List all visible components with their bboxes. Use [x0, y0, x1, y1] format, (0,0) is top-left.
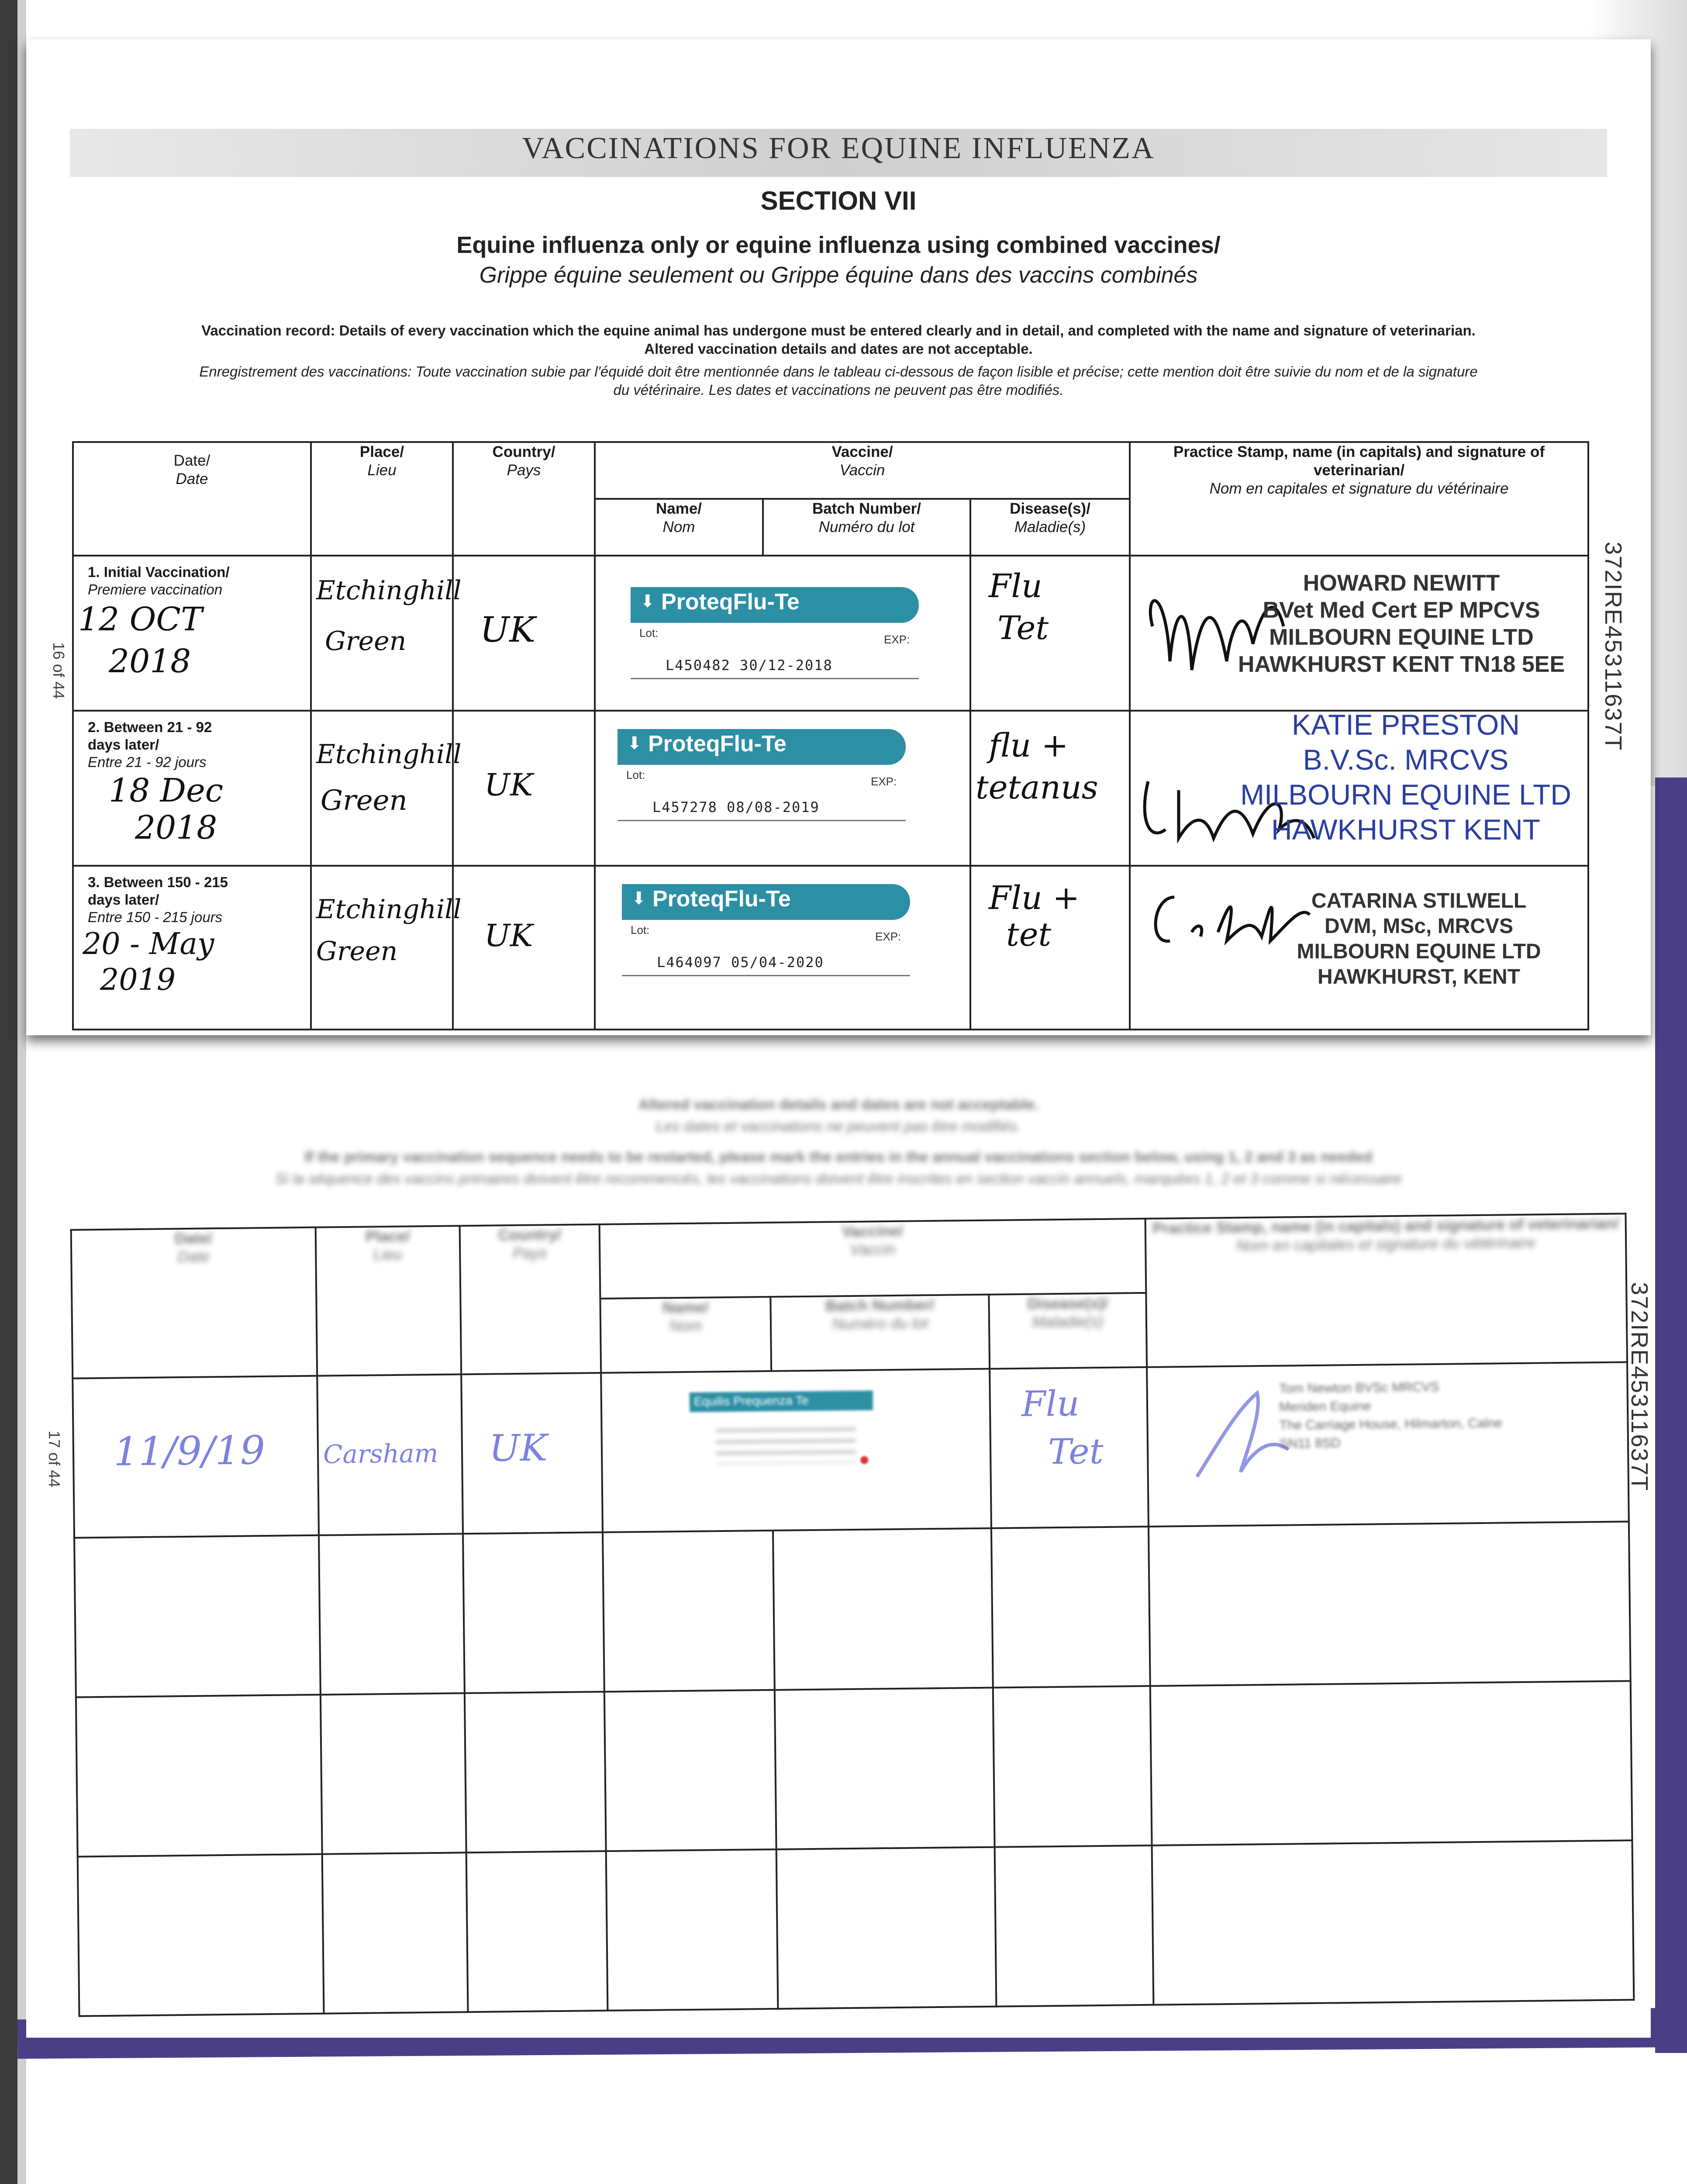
instruction-fr-2: du vétérinaire. Les dates et vaccinations ne peuvent pas être modifiés.: [613, 382, 1064, 398]
col-disease-header: Disease(s)/ Maladie(s): [989, 1293, 1147, 1369]
entry-country-cell: [461, 1373, 603, 1534]
table-row-empty: [74, 1521, 1631, 1697]
row3-stamp-cell: [1130, 866, 1588, 1030]
row2-disease-cell: flu + tetanus: [970, 711, 1130, 866]
col-place-header: Place/ Lieu: [311, 442, 453, 556]
subtitle-en: Equine influenza only or equine influenza using combined vaccines/: [456, 232, 1221, 258]
row2-date-cell: 2. Between 21 - 92 days later/ Entre 21 - 92 jours 18 Dec 2018: [73, 711, 311, 866]
col-stamp-header: Practice Stamp, name (in capitals) and signature of veterinarian/ Nom en capitales et signature du vétérinaire: [1145, 1213, 1628, 1367]
batch-number: L450482 30/12-2018: [666, 657, 833, 674]
passport-id-vertical: 372IRE45311637T: [1626, 1282, 1653, 1492]
col-stamp-header: Practice Stamp, name (in capitals) and signature of veterinarian/ Nom en capitales et signature du vétérinaire: [1130, 442, 1588, 556]
table-row: [73, 866, 1588, 1030]
instruction-en-2: Altered vaccination details and dates are not acceptable.: [644, 341, 1033, 357]
page-number: 16 of 44: [50, 642, 68, 699]
table-row: [73, 556, 1588, 711]
row1-date-year: 2018: [109, 643, 191, 680]
table-row: [73, 711, 1588, 866]
annual-vaccination-table: [70, 1213, 1635, 2017]
vaccine-sticker-batch: [716, 1419, 856, 1464]
row3-place-cell: Etchinghill Green: [311, 866, 453, 1030]
vaccine-sticker: ⬇ ProteqFlu-Te Lot: EXP: L450482 30/12-2018: [631, 578, 928, 690]
entry-country: UK: [489, 1426, 548, 1470]
col-name-header: Name/ Nom: [600, 1297, 771, 1373]
blurred-heading-1: Altered vaccination details and dates are not acceptable.: [638, 1096, 1039, 1113]
entry-disease-2: Tet: [1048, 1431, 1104, 1472]
col-vaccine-header: Vaccine/ Vaccin: [600, 1219, 1146, 1299]
row1-date-cell: 1. Initial Vaccination/ Premiere vaccination 12 OCT 2018: [73, 556, 311, 711]
sticker-red-dot: [860, 1456, 868, 1464]
page-title: VACCINATIONS FOR EQUINE INFLUENZA: [522, 131, 1155, 165]
page-17: [26, 1024, 1651, 2038]
entry-stamp-cell: [1147, 1362, 1629, 1526]
entry-date-cell: [72, 1376, 319, 1538]
drop-icon: ⬇: [627, 734, 642, 753]
col-batch-header: Batch Number/ Numéro du lot: [770, 1295, 990, 1371]
col-country-header: Country/ Pays: [453, 442, 595, 556]
vet-stamp: CATARINA STILWELL DVM, MSc, MRCVS MILBOURN EQUINE LTD HAWKHURST, KENT: [1297, 889, 1541, 988]
row1-place-cell: Etchinghill Green: [311, 556, 453, 711]
blurred-heading-4: Si la séquence des vaccins primaires doivent être recommencés, les vaccinations doivent être inscrites en section vaccin annuels, marquées 1, 2 et 3 comme si nécessaire: [275, 1171, 1402, 1187]
batch-number: L464097 05/04-2020: [657, 954, 824, 971]
blurred-heading-2: Les dates et vaccinations ne peuvent pas être modifiés.: [655, 1118, 1021, 1135]
passport-cover-right: [1655, 778, 1687, 2053]
table-row: [72, 1362, 1629, 1538]
book-binding-edge: [17, 0, 26, 2184]
passport-id-vertical: 372IRE45311637T: [1600, 542, 1626, 751]
subtitle-fr: Grippe équine seulement ou Grippe équine dans des vaccins combinés: [479, 263, 1198, 288]
entry-place-cell: [317, 1374, 463, 1535]
row1-disease-cell: Flu Tet: [970, 556, 1130, 711]
row2-vaccine-cell: [595, 711, 970, 866]
col-country-header: Country/ Pays: [460, 1224, 601, 1374]
entry-date: 11/9/19: [113, 1427, 266, 1475]
row3-date-cell: 3. Between 150 - 215 days later/ Entre 150 - 215 jours 20 - May 2019: [73, 866, 311, 1030]
instruction-en-1: Vaccination record: Details of every vaccination which the equine animal has undergone must be entered clearly and in detail, and completed with the name and signature of veterinarian.: [201, 322, 1476, 339]
col-date-header: Date/ Date: [71, 1227, 317, 1379]
col-date-header: Date/ Date: [73, 442, 311, 556]
vet-stamp: KATIE PRESTON B.V.Sc. MRCVS MILBOURN EQUINE LTD HAWKHURST KENT: [1240, 708, 1571, 846]
batch-number: L457278 08/08-2019: [652, 799, 820, 816]
col-vaccine-header: Vaccine/ Vaccin: [595, 442, 1130, 499]
row2-country-cell: UK: [453, 711, 595, 866]
entry-disease-1: Flu: [1021, 1383, 1080, 1424]
row3-disease-cell: Flu + tet: [970, 866, 1130, 1030]
col-batch-header: Batch Number/ Numéro du lot: [763, 499, 970, 556]
page-16: [26, 39, 1651, 1035]
book-binding: [0, 0, 17, 2184]
instruction-fr-1: Enregistrement des vaccinations: Toute vaccination subie par l'équidé doit être mentionnée dans le tableau ci-dessous de façon lisible et précise; cette mention doit être suivie du nom et de la signature: [199, 363, 1478, 380]
drop-icon: ⬇: [631, 889, 646, 908]
vaccine-sticker: ⬇ ProteqFlu-Te Lot: EXP: L457278 08/08-2019: [618, 720, 914, 832]
vet-stamp: HOWARD NEWITT BVet Med Cert EP MPCVS MILBOURN EQUINE LTD HAWKHURST KENT TN18 5EE: [1238, 570, 1565, 677]
entry-place: Carsham: [323, 1438, 438, 1469]
table-row-empty: [76, 1681, 1632, 1856]
col-disease-header: Disease(s)/ Maladie(s): [970, 499, 1130, 556]
row2-stamp-cell: [1130, 708, 1588, 866]
page-number: 17 of 44: [45, 1431, 63, 1488]
vaccination-table: [72, 441, 1589, 1030]
vaccine-sticker-name: Equilis Prequenza Te: [693, 1393, 809, 1408]
row3-vaccine-cell: [595, 866, 970, 1030]
drop-icon: ⬇: [640, 592, 655, 611]
row1-country-cell: UK: [453, 556, 595, 711]
section-title: SECTION VII: [760, 186, 917, 215]
table-row-empty: [78, 1840, 1634, 2016]
vaccine-sticker: ⬇ ProteqFlu-Te Lot: EXP: L464097 05/04-2020: [622, 875, 919, 987]
row1-vaccine-cell: [595, 556, 970, 711]
row3-country-cell: UK: [453, 866, 595, 1030]
blurred-heading-3: If the primary vaccination sequence needs to be restarted, please mark the entries in the annual vaccinations section below, using 1, 2 and 3 as needed: [304, 1149, 1373, 1165]
row2-place-cell: Etchinghill Green: [311, 711, 453, 866]
col-name-header: Name/ Nom: [595, 499, 763, 556]
entry-vaccine-cell: [601, 1369, 991, 1532]
vet-stamp-faint: Tom Newton BVSc MRCVS Meriden Equine The Carriage House, Hilmarton, Calne SN11 8SD: [1279, 1379, 1502, 1451]
row1-stamp-cell: [1130, 556, 1588, 711]
row1-date-day: 12 OCT: [78, 601, 203, 638]
entry-disease-cell: [990, 1367, 1149, 1528]
col-place-header: Place/ Lieu: [316, 1226, 462, 1375]
